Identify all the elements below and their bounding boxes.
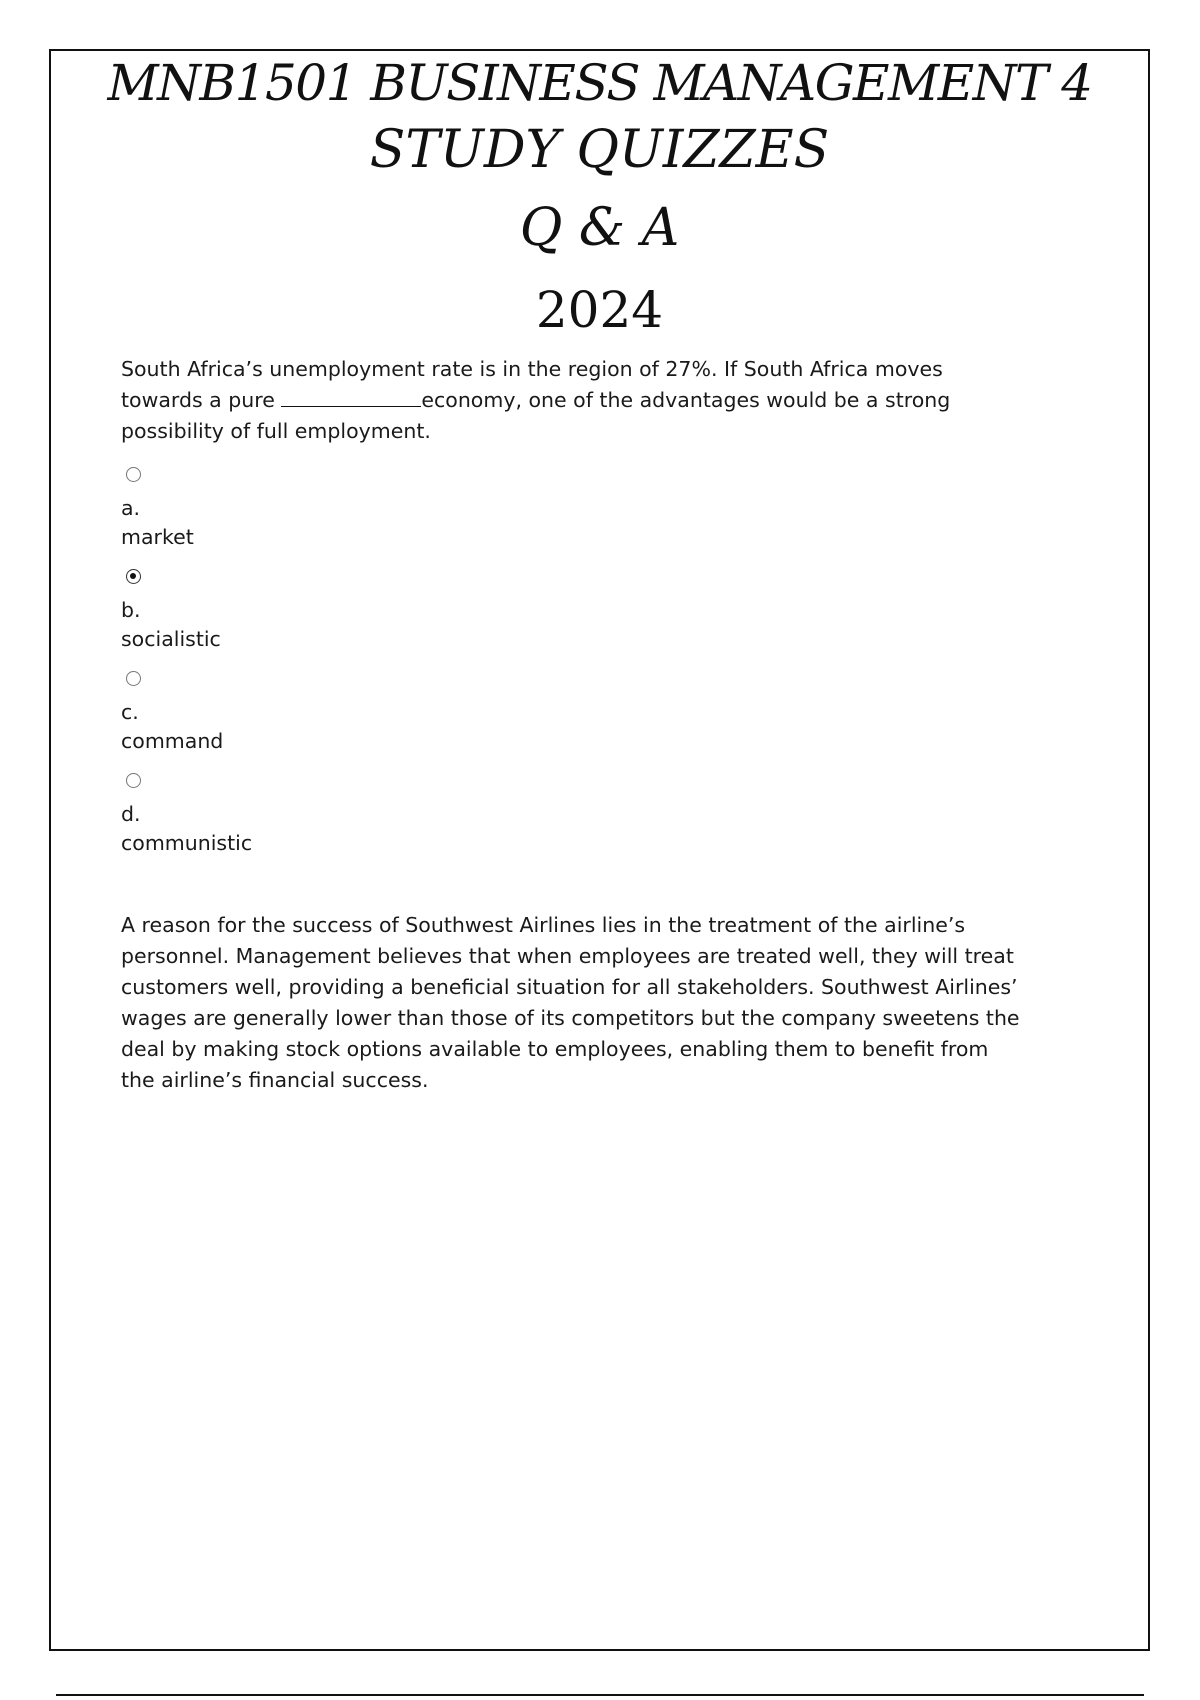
title-course: MNB1501 BUSINESS MANAGEMENT 4 [107,54,1092,112]
question-2-text: A reason for the success of Southwest Airlines lies in the treatment of the airline’s personnel. Management believes that when employees are treated well, they will treat customers well, providing a beneficial situation for all stakeholders. Southwest Airlines’ wages are generally lower than those of its competitors but the company sweetens the deal by making stock options available to employees, enabling them to benefit from the airline’s financial success. [121,913,1020,1092]
question-1-text-after: economy, one of the advantages would be a strong possibility of full employment. [121,388,951,443]
option-d[interactable] [121,773,1021,858]
question-1-options [121,467,1021,858]
option-text: market [121,525,194,549]
option-a[interactable] [121,467,1021,552]
option-letter: a. [121,496,141,520]
option-text: communistic [121,831,253,855]
quiz-content [121,354,1021,1096]
option-letter: b. [121,598,141,622]
question-1-text-before: South Africa’s unemployment rate is in the region of 27%. If South Africa moves towards a pure [121,357,943,412]
fill-in-blank [281,386,421,407]
option-c[interactable] [121,671,1021,756]
question-1-text [121,354,1021,447]
title-year: 2024 [535,281,664,339]
radio-button-b-selected[interactable] [126,569,141,584]
radio-button-a[interactable] [126,467,141,482]
radio-button-d[interactable] [126,773,141,788]
title-subtitle: STUDY QUIZZES [369,120,830,180]
option-letter: c. [121,700,139,724]
option-b[interactable] [121,569,1021,654]
option-text: command [121,729,224,753]
footer-divider [56,1694,1144,1696]
option-letter: d. [121,802,141,826]
radio-button-c[interactable] [126,671,141,686]
option-text: socialistic [121,627,221,651]
title-qa: Q & A [519,198,680,258]
